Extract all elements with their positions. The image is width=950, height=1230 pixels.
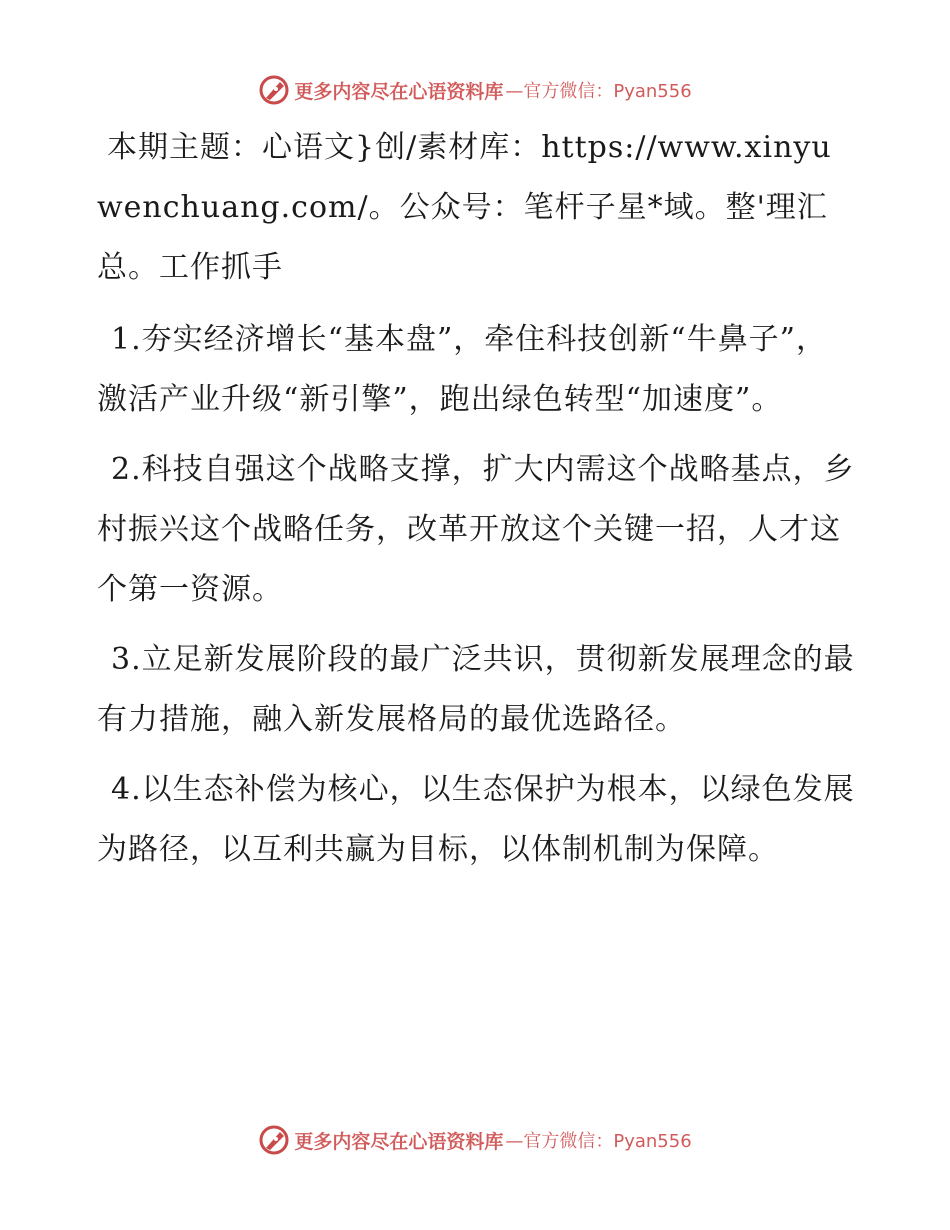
footer-watermark [0, 1120, 950, 1160]
intro-paragraph: 本期主题：心语文}创/素材库：https://www.xinyuwenchuang.com/。公众号：笔杆子星*域。整'理汇总。工作抓手 [97, 130, 832, 285]
pen-nib-logo-icon [258, 74, 290, 106]
header-watermark [0, 70, 950, 110]
footer-brand-text: 更多内容尽在心语资料库 [294, 1130, 504, 1153]
list-item-1: 1.夯实经济增长“基本盘”，牵住科技创新“牛鼻子”，激活产业升级“新引擎”，跑出绿色转型“加速度”。 [97, 322, 827, 417]
pen-nib-logo-icon [258, 1124, 290, 1156]
list-item-3: 3.立足新发展阶段的最广泛共识，贯彻新发展理念的最有力措施，融入新发展格局的最优选路径。 [97, 642, 855, 737]
header-contact-text: —官方微信：Pyan556 [505, 81, 692, 102]
document-body [97, 118, 857, 890]
footer-contact-text: —官方微信：Pyan556 [505, 1131, 692, 1152]
list-item-2: 2.科技自强这个战略支撑，扩大内需这个战略基点，乡村振兴这个战略任务，改革开放这个关键一招，人才这个第一资源。 [97, 452, 855, 607]
list-item-4: 4.以生态补偿为核心，以生态保护为根本，以绿色发展为路径，以互利共赢为目标，以体制机制为保障。 [97, 772, 855, 867]
header-brand-text: 更多内容尽在心语资料库 [294, 80, 504, 103]
